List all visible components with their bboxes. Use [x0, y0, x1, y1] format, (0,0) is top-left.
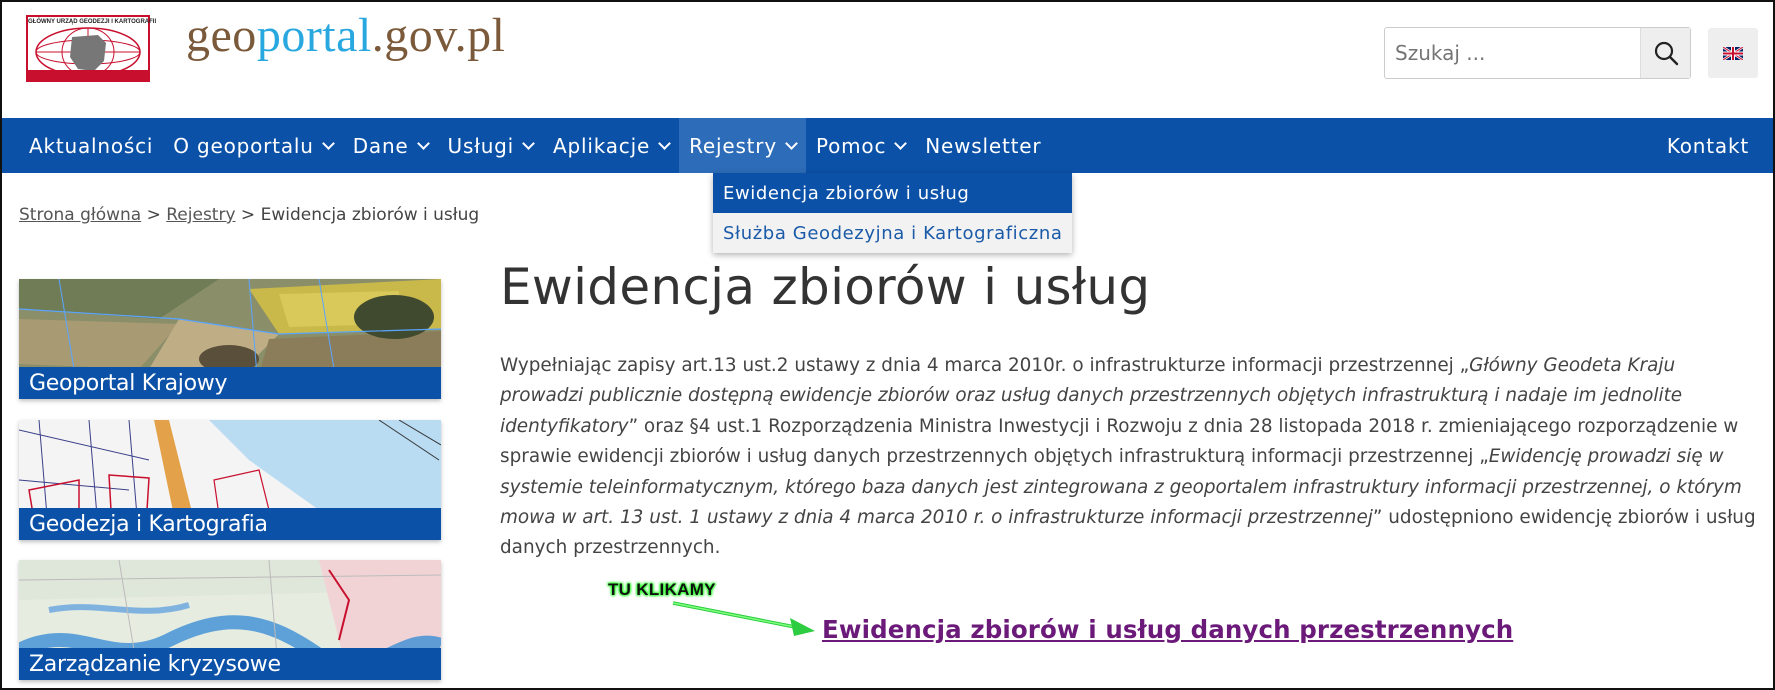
chevron-down-icon — [417, 137, 430, 150]
nav-item-dane[interactable] — [343, 118, 438, 173]
rejestry-dropdown-menu — [713, 173, 1072, 253]
site-title[interactable] — [186, 8, 506, 63]
nav-label: Usługi — [447, 133, 515, 158]
logo-text: GŁÓWNY URZĄD GEODEZJI I KARTOGRAFII — [28, 19, 157, 25]
nav-label: Newsletter — [925, 133, 1042, 158]
sidebar-card-geodezja-kartografia[interactable] — [19, 420, 441, 540]
breadcrumb-current: Ewidencja zbiorów i usług — [260, 205, 480, 225]
search-icon — [1653, 40, 1679, 66]
paragraph-quote: Główny Geodeta Kraju prowadzi publicznie dostępną ewidencje zbiorów oraz usług danych przestrzennych objętych infrastrukturą i nadaje im jednolite identyfikatory — [500, 355, 1683, 437]
sidebar-card-geoportal-krajowy[interactable] — [19, 279, 441, 399]
site-title-domain: .gov.pl — [371, 9, 506, 62]
breadcrumb-separator: > — [146, 205, 161, 225]
sidebar-card-zarzadzanie-kryzysowe[interactable] — [19, 560, 441, 680]
paragraph-text: ” oraz §4 ust.1 Rozporządzenia Ministra Inwestycji i Rozwoju z dnia 28 listopada 2018 r. zmieniającego rozporządzenie w sprawie ewidencji zbiorów i usług danych przestrzennych objętych infrastrukturą informacji przestrzennej „ — [500, 415, 1739, 468]
nav-item-rejestry[interactable] — [679, 118, 806, 173]
annotation-arrow-icon — [670, 598, 820, 638]
intro-paragraph — [500, 351, 1758, 564]
gugik-logo[interactable] — [26, 15, 157, 82]
annotation-label: TU KLIKAMY — [608, 580, 716, 599]
dropdown-item-sluzba-geodezyjna[interactable]: Służba Geodezyjna i Kartograficzna — [713, 213, 1072, 253]
chevron-down-icon — [785, 137, 798, 150]
chevron-down-icon — [522, 137, 535, 150]
breadcrumb — [19, 205, 479, 225]
dropdown-item-ewidencja[interactable]: Ewidencja zbiorów i usług — [713, 173, 1072, 213]
site-title-geo: geo — [186, 9, 257, 62]
nav-item-newsletter[interactable] — [915, 118, 1051, 173]
search-button[interactable] — [1640, 28, 1690, 78]
search-input[interactable] — [1385, 28, 1640, 78]
nav-label: Aktualności — [29, 133, 154, 158]
card-label: Zarządzanie kryzysowe — [19, 648, 441, 680]
nav-label: Dane — [352, 133, 409, 158]
ewidencja-zbiorow-link[interactable]: Ewidencja zbiorów i usług danych przestrzennych — [822, 615, 1514, 644]
breadcrumb-separator: > — [240, 205, 256, 225]
site-title-portal: portal — [256, 9, 372, 62]
chevron-down-icon — [322, 137, 335, 150]
nav-item-uslugi[interactable] — [438, 118, 543, 173]
uk-flag-icon — [1723, 47, 1743, 60]
paragraph-text: Wypełniając zapisy art.13 ust.2 ustawy z dnia 4 marca 2010r. o infrastrukturze informacji przestrzennej „ — [500, 355, 1470, 376]
paragraph-quote: Ewidencję prowadzi się w systemie teleinformatycznym, którego baza danych jest zintegrowana z geoportalem infrastruktury informacji przestrzennej, o którym mowa w art. 13 ust. 1 ustawy z dnia 4 marca 2010 r. o infrastrukturze informacji przestrzennej — [500, 446, 1742, 529]
nav-label: Aplikacje — [553, 133, 651, 158]
breadcrumb-rejestry-link[interactable]: Rejestry — [166, 205, 236, 225]
nav-item-o-geoportalu[interactable] — [163, 118, 342, 173]
chevron-down-icon — [894, 137, 907, 150]
search-box — [1384, 27, 1691, 79]
nav-label: Rejestry — [689, 133, 777, 158]
chevron-down-icon — [658, 137, 671, 150]
nav-item-aktualnosci[interactable] — [2, 118, 163, 173]
nav-label: Pomoc — [815, 133, 887, 158]
card-label: Geodezja i Kartografia — [19, 508, 441, 540]
page-title: Ewidencja zbiorów i usług — [500, 258, 1151, 316]
main-nav — [2, 118, 1773, 173]
breadcrumb-home-link[interactable]: Strona główna — [19, 205, 142, 225]
card-label: Geoportal Krajowy — [19, 367, 441, 399]
language-switch-button[interactable] — [1708, 28, 1758, 78]
globe-icon — [28, 17, 157, 80]
nav-label: O geoportalu — [173, 133, 314, 158]
nav-item-kontakt[interactable]: Kontakt — [1666, 133, 1749, 158]
nav-item-aplikacje[interactable] — [543, 118, 679, 173]
paragraph-text: ” udostępniono ewidencję zbiorów i usług danych przestrzennych. — [500, 507, 1756, 559]
nav-item-pomoc[interactable] — [806, 118, 915, 173]
